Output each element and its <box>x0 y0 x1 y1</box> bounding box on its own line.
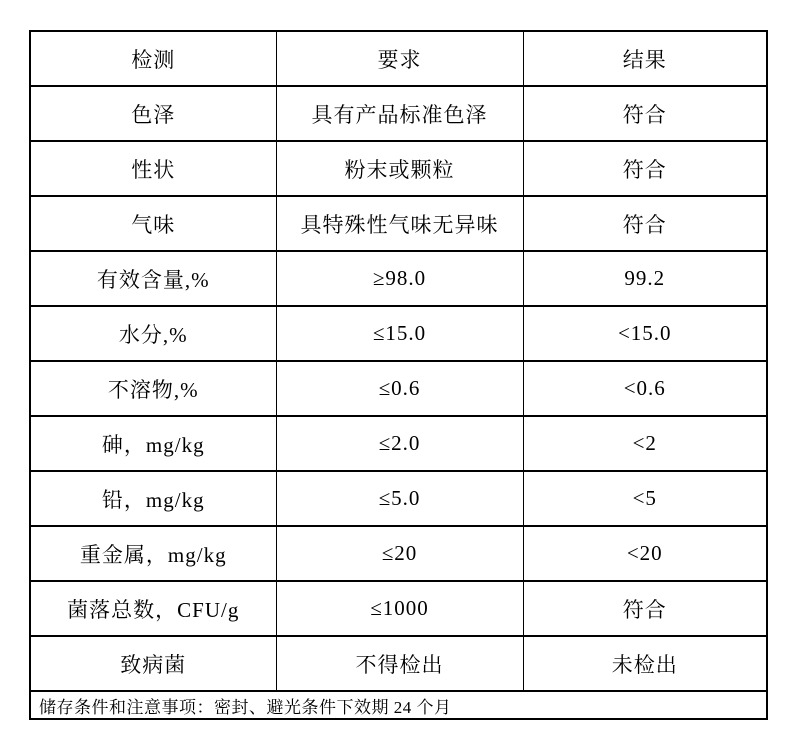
cell-item: 砷，mg/kg <box>30 416 276 471</box>
cell-item: 有效含量,% <box>30 251 276 306</box>
header-row <box>30 31 767 86</box>
cell-requirement: 不得检出 <box>276 636 523 691</box>
table-row <box>30 306 767 361</box>
cell-result: 符合 <box>523 196 767 251</box>
header-cell-requirement: 要求 <box>276 31 523 86</box>
cell-requirement: ≤15.0 <box>276 306 523 361</box>
cell-result: <2 <box>523 416 767 471</box>
cell-item: 水分,% <box>30 306 276 361</box>
cell-requirement: 具有产品标准色泽 <box>276 86 523 141</box>
cell-result: 符合 <box>523 581 767 636</box>
cell-item: 菌落总数，CFU/g <box>30 581 276 636</box>
cell-requirement: ≤20 <box>276 526 523 581</box>
cell-requirement: ≥98.0 <box>276 251 523 306</box>
cell-requirement: ≤1000 <box>276 581 523 636</box>
cell-requirement: ≤5.0 <box>276 471 523 526</box>
cell-item: 重金属，mg/kg <box>30 526 276 581</box>
cell-result: <5 <box>523 471 767 526</box>
table-row <box>30 196 767 251</box>
inspection-table <box>29 30 768 720</box>
cell-item: 气味 <box>30 196 276 251</box>
table-footer <box>30 691 767 719</box>
cell-item: 致病菌 <box>30 636 276 691</box>
cell-item: 色泽 <box>30 86 276 141</box>
table-row <box>30 471 767 526</box>
header-cell-item: 检测 <box>30 31 276 86</box>
table-row <box>30 361 767 416</box>
header-cell-result: 结果 <box>523 31 767 86</box>
table-row <box>30 416 767 471</box>
table-body <box>30 86 767 691</box>
table-row <box>30 581 767 636</box>
cell-requirement: ≤0.6 <box>276 361 523 416</box>
cell-result: <15.0 <box>523 306 767 361</box>
cell-result: <0.6 <box>523 361 767 416</box>
footer-row <box>30 691 767 719</box>
cell-requirement: 具特殊性气味无异味 <box>276 196 523 251</box>
table-row <box>30 251 767 306</box>
cell-result: 符合 <box>523 86 767 141</box>
cell-result: 未检出 <box>523 636 767 691</box>
cell-item: 铅，mg/kg <box>30 471 276 526</box>
cell-requirement: 粉末或颗粒 <box>276 141 523 196</box>
table-row <box>30 141 767 196</box>
cell-item: 不溶物,% <box>30 361 276 416</box>
table-header <box>30 31 767 86</box>
cell-result: 符合 <box>523 141 767 196</box>
cell-result: 99.2 <box>523 251 767 306</box>
cell-requirement: ≤2.0 <box>276 416 523 471</box>
cell-result: <20 <box>523 526 767 581</box>
table-row <box>30 636 767 691</box>
cell-item: 性状 <box>30 141 276 196</box>
table-row <box>30 526 767 581</box>
table-row <box>30 86 767 141</box>
storage-note: 储存条件和注意事项：密封、避光条件下效期 24 个月 <box>30 691 767 719</box>
